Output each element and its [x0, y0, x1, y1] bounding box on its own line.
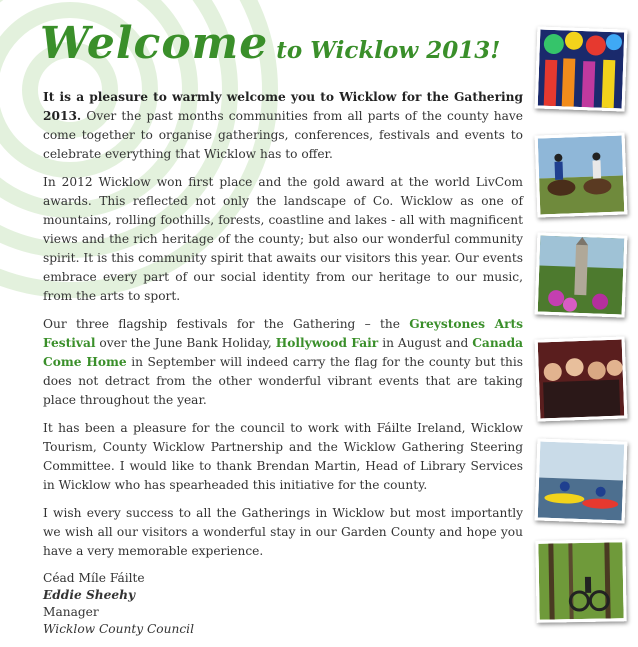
greystones-festival: Greystones Arts Festival	[43, 317, 523, 350]
paragraph-festivals	[43, 315, 523, 410]
paragraph-livcom: In 2012 Wicklow won first place and the gold award at the world LivCom awards. This reflected not only the landscape of Co. Wicklow as one of mountains, rolling foothills, forests, coastline and lakes - all with magnificent views and the rich heritage of the county; but also our wonderful community spirit. It is this community spirit that awaits our visitors this year. Our events embrace every part of our social identity from our heritage to our music, from the arts to sport.	[43, 175, 523, 303]
hollywood-fair: Hollywood Fair	[275, 336, 379, 350]
paragraph-thanks: It has been a pleasure for the council to work with Fáilte Ireland, Wicklow Tourism, County Wicklow Partnership and the Wicklow Gathering Steering Committee. I would like to thank Brendan Martin, Head of Library Services in Wicklow who has spearheaded this initiative for the county.	[43, 421, 523, 492]
signature-name: Eddie Sheehy	[43, 588, 136, 602]
festival-performers-photo	[535, 26, 628, 111]
paragraph-intro	[43, 88, 523, 164]
lead-sentence: It is a pleasure to warmly welcome you to Wicklow for the Gathering 2013.	[43, 90, 523, 123]
title-subtitle: to Wicklow 2013!	[276, 37, 501, 64]
signature-org: Wicklow County Council	[43, 622, 194, 636]
canada-come-home: Canada Come Home	[43, 336, 523, 369]
signature-role: Manager	[43, 605, 99, 619]
paragraph-wishes: I wish every success to all the Gatherings in Wicklow but most importantly we wish all our visitors a wonderful stay in our Garden County and hope you have a very memorable experience.	[43, 506, 523, 558]
page-title	[40, 18, 500, 69]
friends-party-photo	[535, 336, 628, 421]
festivals-text-b: over the June Bank Holiday,	[95, 336, 276, 350]
festivals-text-c: in August and	[378, 336, 473, 350]
letter-body	[43, 88, 523, 638]
forest-cyclist-photo	[535, 539, 626, 623]
round-tower-photo	[535, 232, 628, 317]
signature-block	[43, 570, 523, 638]
festivals-text-d: in September will indeed carry the flag for the county but this does not detract from the other wonderful vibrant events that are taking place throughout the year.	[43, 355, 523, 407]
title-welcome: Welcome	[40, 18, 269, 69]
intro-text: Over the past months communities from all parts of the county have come together to organise gatherings, conferences, festivals and events to celebrate everything that Wicklow has to offer.	[43, 109, 524, 161]
horse-riders-photo	[535, 132, 628, 217]
signature-greeting: Céad Míle Fáilte	[43, 571, 145, 585]
festivals-text-a: Our three flagship festivals for the Gathering – the	[43, 317, 410, 331]
kayakers-photo	[535, 438, 628, 523]
